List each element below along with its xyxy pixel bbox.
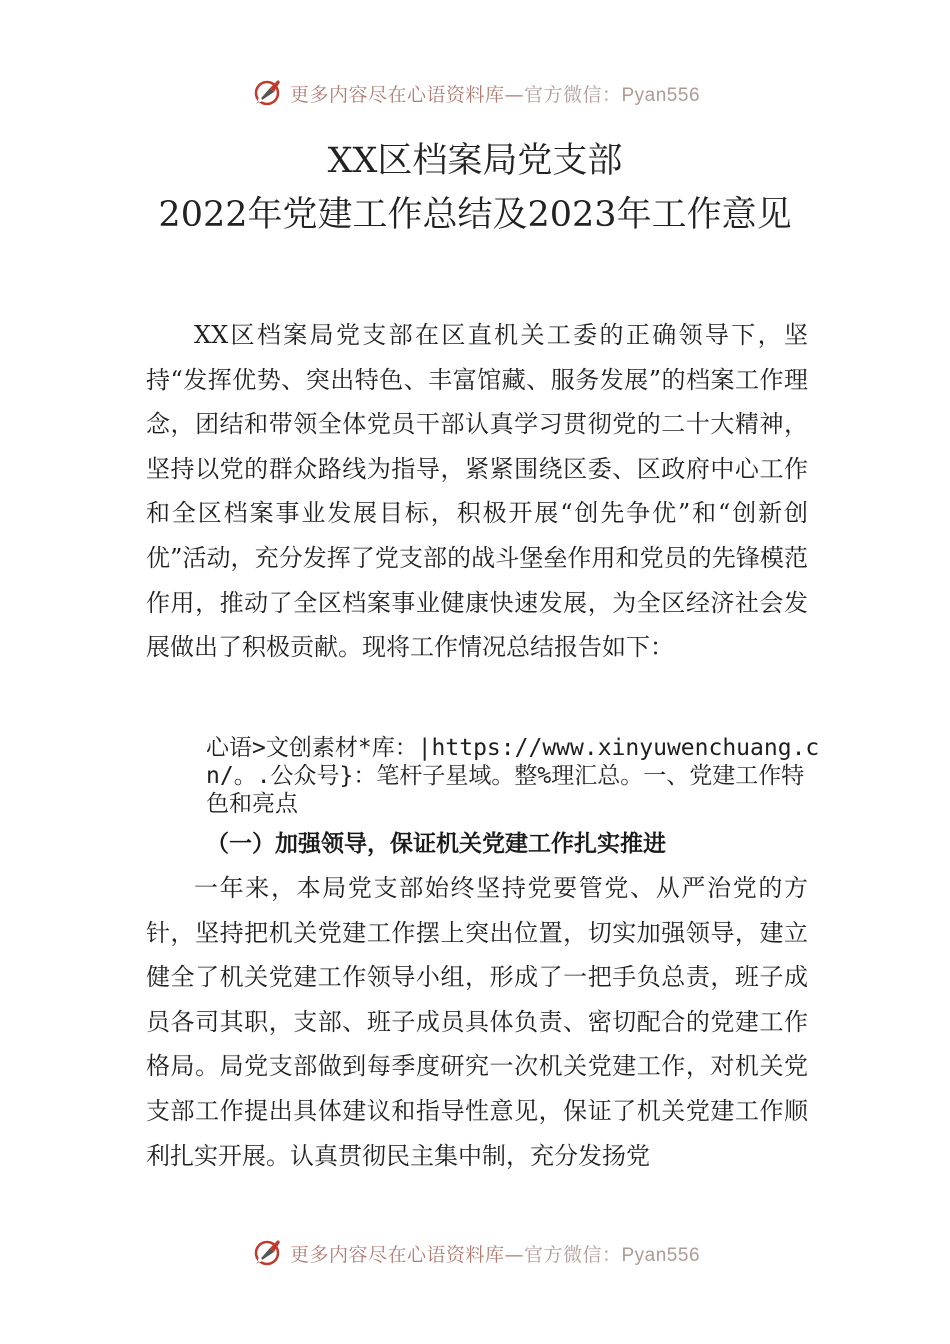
document-title-line2: 2022年党建工作总结及2023年工作意见 xyxy=(158,195,792,235)
intro-paragraph: XX区档案局党支部在区直机关工委的正确领导下，坚持“发挥优势、突出特色、丰富馆藏、服务发展”的档案工作理念，团结和带领全体党员干部认真学习贯彻党的二十大精神，坚持以党的群众路线为指导，紧紧围绕区委、区政府中心工作和全区档案事业发展目标，积极开展“创先争优”和“创新创优”活动，充分发挥了党支部的战斗堡垒作用和党员的先锋模范作用，推动了全区档案事业健康快速发展，为全区经济社会发展做出了积极贡献。现将工作情况总结报告如下： xyxy=(146,321,808,662)
pen-nib-logo-icon xyxy=(250,1236,284,1270)
section-heading: （一）加强领导，保证机关党建工作扎实推进 xyxy=(206,830,666,856)
banner-wechat: 官方微信：Pyan556 xyxy=(524,1244,701,1266)
section-paragraph: 一年来，本局党支部始终坚持党要管党、从严治党的方针，坚持把机关党建工作摆上突出位置，切实加强领导，建立健全了机关党建工作领导小组，形成了一把手负总责，班子成员各司其职，支部、班子成员具体负责、密切配合的党建工作格局。局党支部做到每季度研究一次机关党建工作，对机关党支部工作提出具体建议和指导性意见，保证了机关党建工作顺利扎实开展。认真贯彻民主集中制，充分发扬党 xyxy=(146,874,808,1170)
banner-wechat: 官方微信：Pyan556 xyxy=(524,84,701,106)
source-note: 心语>文创素材*库：|https://www.xinyuwenchuang.cn/。.公众号}：笔杆子星域。整%理汇总。一、党建工作特色和亮点 xyxy=(206,735,820,817)
banner-text: 更多内容尽在心语资料库— xyxy=(289,1243,524,1266)
pen-nib-logo-icon xyxy=(250,76,284,110)
banner-text: 更多内容尽在心语资料库— xyxy=(289,83,524,106)
watermark-banner-bottom xyxy=(0,1233,950,1273)
watermark-banner-top xyxy=(0,73,950,113)
document-title-line1: XX区档案局党支部 xyxy=(327,141,623,181)
